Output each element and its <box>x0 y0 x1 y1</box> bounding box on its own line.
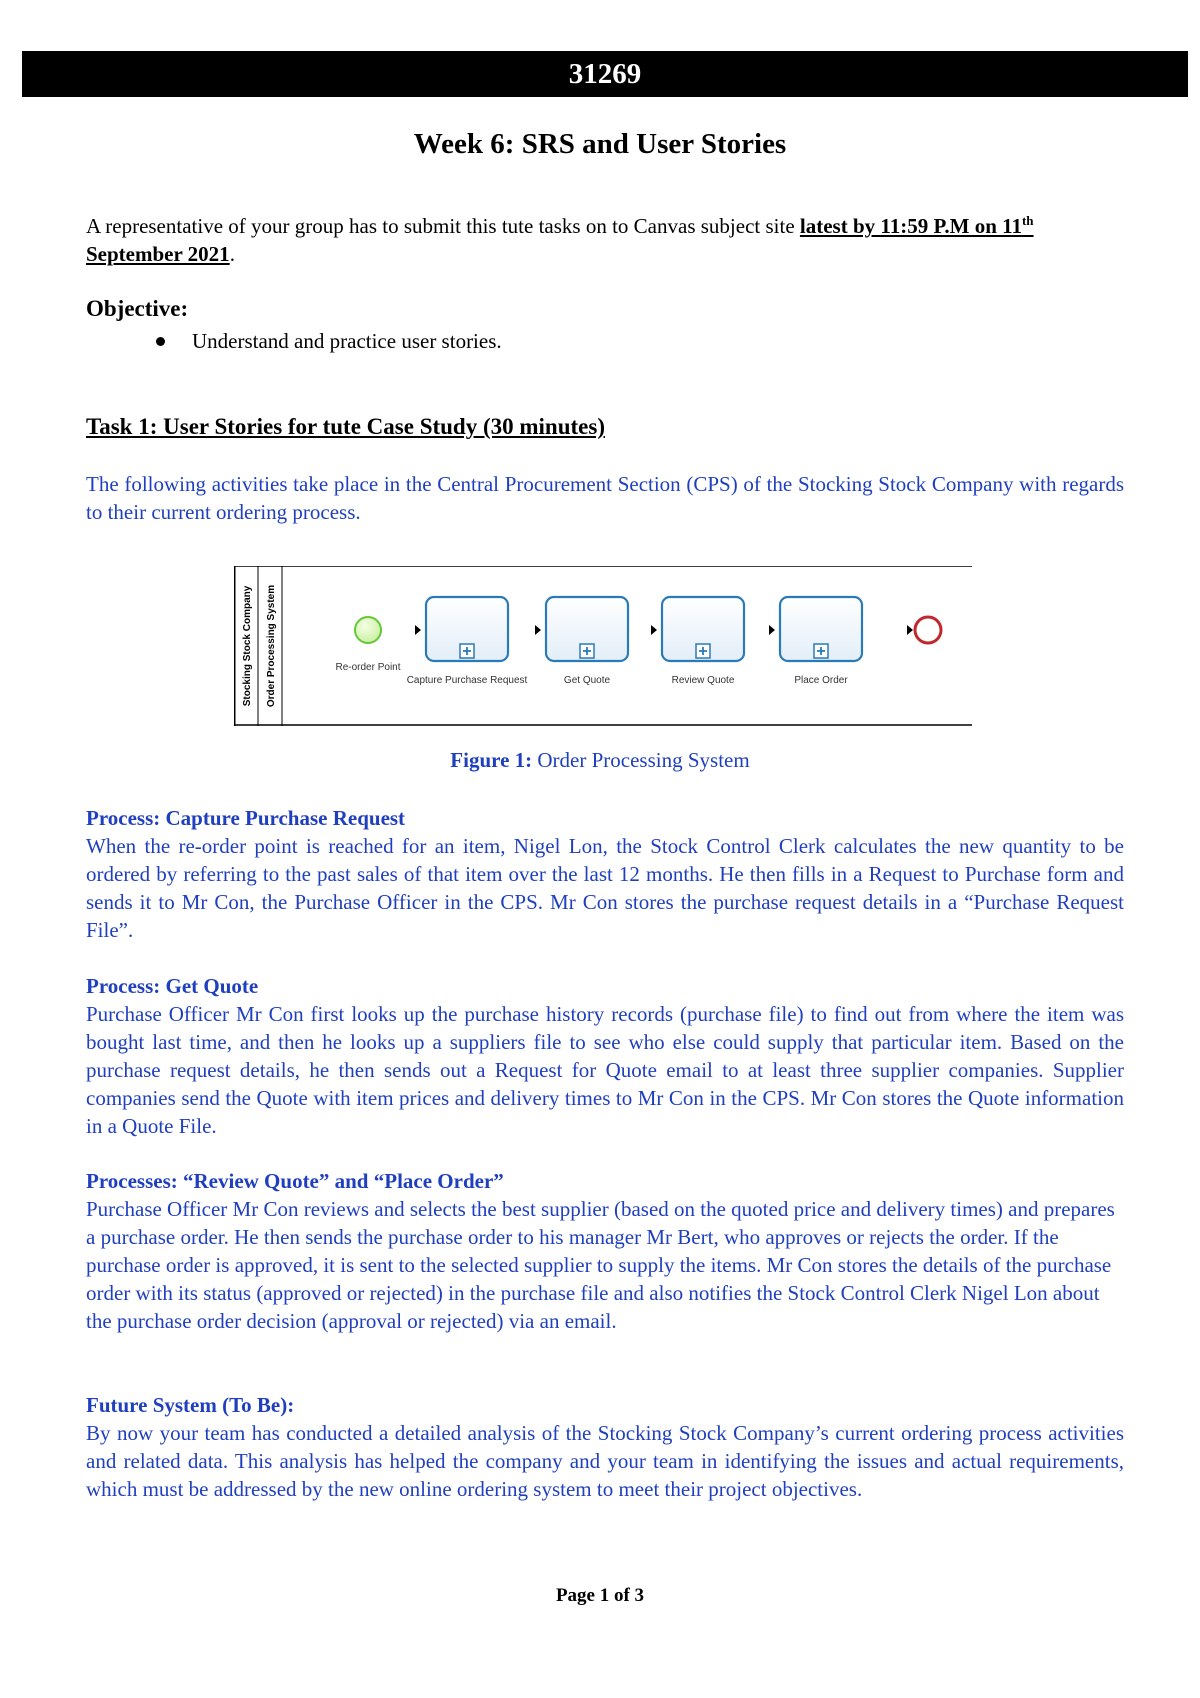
section-heading: Process: Get Quote <box>86 974 259 998</box>
section-review-place-order <box>86 1167 1116 1335</box>
section-body: Purchase Officer Mr Con first looks up the purchase history records (purchase file) to find out from where the item was bought last time, and then he looks up a suppliers file to see who else could supply that particular item. Based on the purchase request details, he then sends out a Request for Quote email to at least three supplier companies. Supplier companies send the Quote with item prices and delivery times to Mr Con in the CPS. Mr Con stores the Quote information in a Quote File. <box>86 1002 1124 1138</box>
arrow-icon <box>415 625 421 635</box>
figure-caption-label: Figure 1: <box>450 748 533 772</box>
task-label: Place Order <box>794 675 848 686</box>
submission-text: A representative of your group has to submit this tute tasks on to Canvas subject site <box>86 214 800 238</box>
task-get-quote <box>546 597 628 686</box>
end-event <box>915 617 941 643</box>
section-future-system <box>86 1391 1124 1503</box>
section-get-quote <box>86 972 1124 1140</box>
figure-caption <box>0 748 1200 773</box>
objective-bullet-text: Understand and practice user stories. <box>192 329 502 353</box>
course-code: 31269 <box>568 57 642 90</box>
course-code-bar <box>22 51 1188 97</box>
task-label: Capture Purchase Request <box>406 675 528 686</box>
section-body: When the re-order point is reached for an item, Nigel Lon, the Stock Control Clerk calculates the new quantity to be ordered by referring to the past sales of that item over the last 12 months. He then fills in a Request to Purchase form and sends it to Mr Con, the Purchase Officer in the CPS. Mr Con stores the purchase request details in a “Purchase Request File”. <box>86 834 1124 942</box>
arrow-icon <box>535 625 541 635</box>
task1-heading: Task 1: User Stories for tute Case Study (30 minutes) <box>86 414 605 439</box>
task1-intro: The following activities take place in the Central Procurement Section (CPS) of the Stocking Stock Company with regards to their current ordering process. <box>86 472 1124 524</box>
page-number: Page 1 of 3 <box>555 1585 645 1606</box>
section-body: Purchase Officer Mr Con reviews and selects the best supplier (based on the quoted price and delivery times) and prepares a purchase order. He then sends the purchase order to his manager Mr Bert, who approves or rejects the order. If the purchase order is approved, it is sent to the selected supplier to supply the items. Mr Con stores the details of the purchase order with its status (approved or rejected) in the purchase file and also notifies the Stock Control Clerk Nigel Lon about the purchase order decision (approval or rejected) via an email. <box>86 1197 1115 1333</box>
task-capture-purchase-request <box>407 597 528 686</box>
submission-instructions: A representative of your group has to submit this tute tasks on to Canvas subject site latest by 11:59 P.M on 11th September 2021. <box>86 213 1034 266</box>
section-heading: Process: Capture Purchase Request <box>86 806 406 830</box>
start-event <box>355 617 381 643</box>
figure-caption-text: Order Processing System <box>532 748 750 772</box>
start-event-label: Re-order Point <box>335 662 401 673</box>
arrow-icon <box>769 625 775 635</box>
arrow-icon <box>907 625 913 635</box>
bullet-dot-icon <box>156 337 165 346</box>
arrow-icon <box>651 625 657 635</box>
deadline: latest by 11:59 P.M on 11th September 2021 <box>86 213 1034 266</box>
objective-bullet <box>156 329 502 354</box>
objective-heading: Objective: <box>86 296 189 321</box>
task-review-quote <box>662 597 744 686</box>
section-body: By now your team has conducted a detailed analysis of the Stocking Stock Company’s current ordering process activities and related data. This analysis has helped the company and your team in identifying the issues and actual requirements, which must be addressed by the new online ordering system to meet their project objectives. <box>86 1421 1124 1501</box>
task-label: Review Quote <box>671 675 735 686</box>
order-processing-diagram <box>234 566 972 726</box>
section-heading: Future System (To Be): <box>86 1393 295 1417</box>
pool-label: Stocking Stock Company <box>242 585 253 707</box>
section-heading: Processes: “Review Quote” and “Place Order” <box>86 1169 504 1193</box>
lane-label: Order Processing System <box>266 584 277 708</box>
task-place-order <box>780 597 862 686</box>
task-label: Get Quote <box>563 675 611 686</box>
section-capture-purchase-request <box>86 804 1124 944</box>
page-title: Week 6: SRS and User Stories <box>413 128 787 160</box>
